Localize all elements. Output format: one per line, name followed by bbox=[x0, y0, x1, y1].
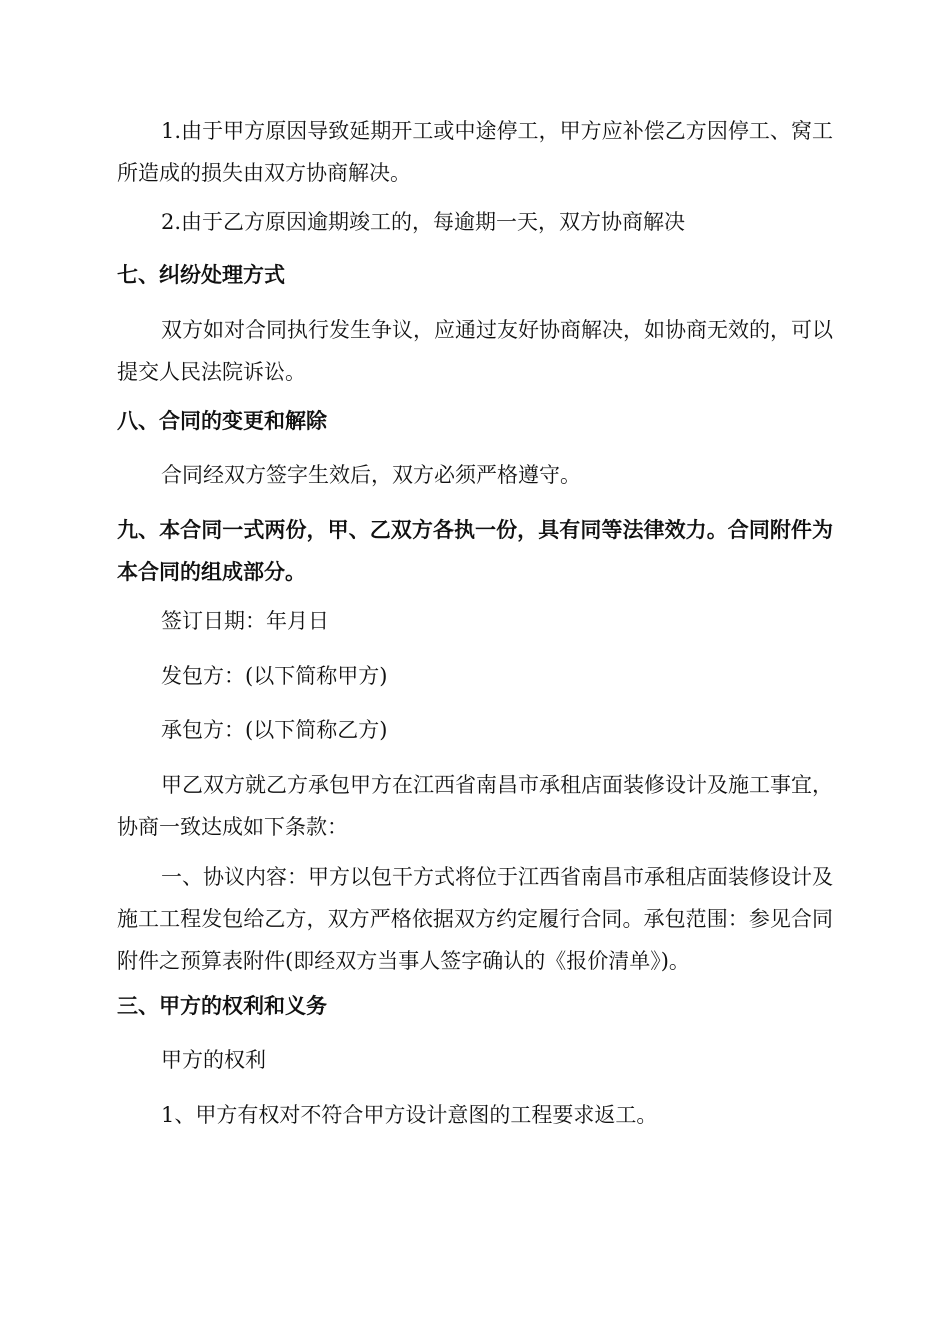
subsection-label: 甲方的权利 bbox=[161, 1048, 266, 1072]
clause-paragraph: 甲乙双方就乙方承包甲方在江西省南昌市承租店面装修设计及施工事宜，协商一致达成如下条款： bbox=[117, 773, 833, 839]
section-heading: 九、本合同一式两份，甲、乙双方各执一份，具有同等法律效力。合同附件为本合同的组成部分。 bbox=[117, 518, 833, 584]
section-heading: 三、甲方的权利和义务 bbox=[117, 994, 327, 1018]
clause-paragraph: 1.由于甲方原因导致延期开工或中途停工，甲方应补偿乙方因停工、窝工所造成的损失由双方协商解决。 bbox=[117, 119, 833, 185]
section-heading: 七、纠纷处理方式 bbox=[117, 263, 285, 287]
signing-date: 签订日期：年月日 bbox=[161, 609, 329, 633]
clause-paragraph: 1、甲方有权对不符合甲方设计意图的工程要求返工。 bbox=[161, 1103, 658, 1127]
clause-paragraph: 双方如对合同执行发生争议，应通过友好协商解决，如协商无效的，可以提交人民法院诉讼。 bbox=[117, 318, 833, 384]
contractor-party: 承包方：(以下简称乙方) bbox=[161, 718, 388, 742]
clause-paragraph: 合同经双方签字生效后，双方必须严格遵守。 bbox=[161, 463, 581, 487]
section-heading: 八、合同的变更和解除 bbox=[117, 409, 327, 433]
clause-paragraph: 一、协议内容：甲方以包干方式将位于江西省南昌市承租店面装修设计及施工工程发包给乙方，双方严格依据双方约定履行合同。承包范围：参见合同附件之预算表附件(即经双方当事人签字确认的《报价清单》)。 bbox=[117, 865, 833, 973]
clause-paragraph: 2.由于乙方原因逾期竣工的，每逾期一天，双方协商解决 bbox=[161, 210, 686, 234]
employer-party: 发包方：(以下简称甲方) bbox=[161, 664, 388, 688]
